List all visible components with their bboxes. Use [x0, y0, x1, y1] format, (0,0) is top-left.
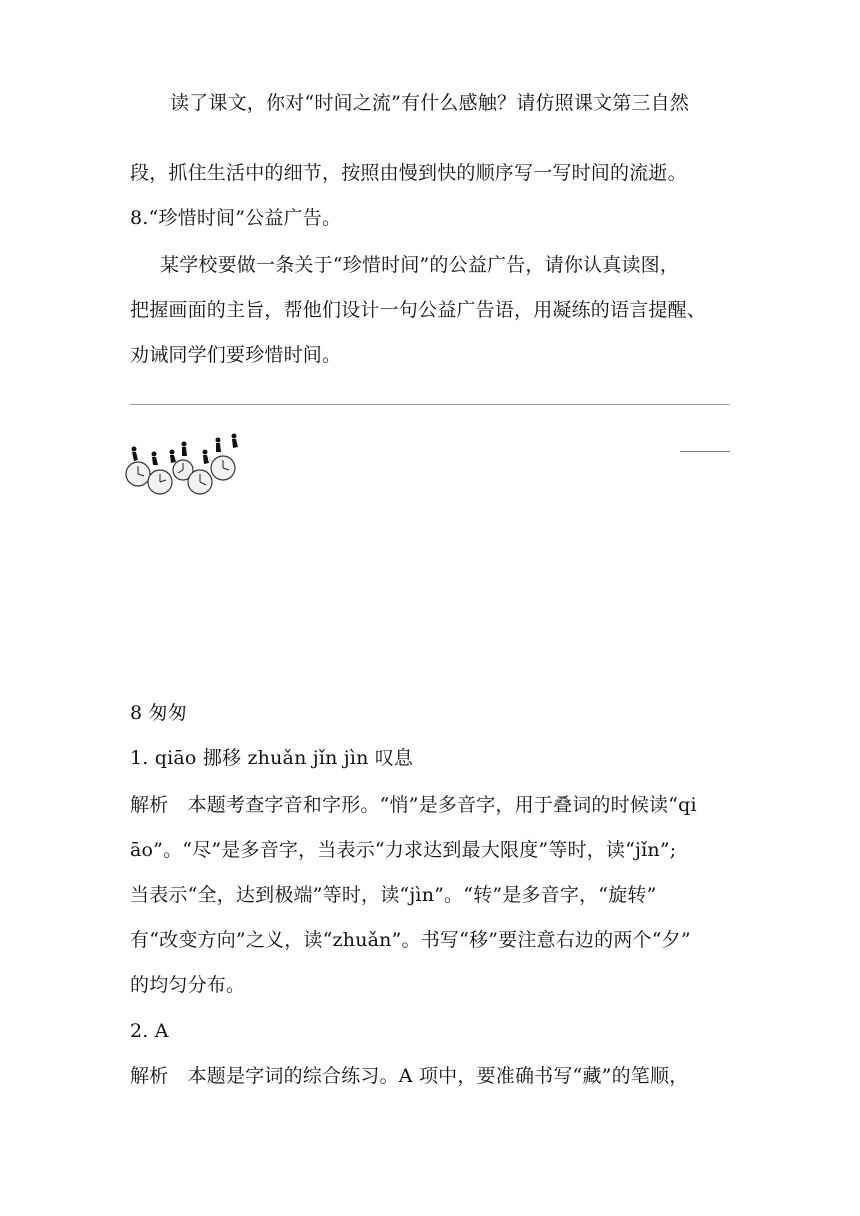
answer-1-explanation-4: 有“改变方向”之义，读“zhuǎn”。书写“移”要注意右边的两个“夕” [130, 929, 691, 951]
question-8-line-2: 把握画面的主旨，帮他们设计一句公益广告语，用凝练的语言提醒、 [130, 299, 707, 321]
question-8-title: 8.“珍惜时间”公益广告。 [130, 207, 342, 229]
answer-1-explanation-3: 当表示“全，达到极端”等时，读“jìn”。“转”是多音字，“旋转” [130, 884, 657, 906]
answer-line [130, 404, 730, 405]
running-clocks-illustration [120, 430, 245, 500]
answer-2: 2. A [130, 1020, 169, 1042]
answer-1-explanation-2: āo”。“尽”是多音字，当表示“力求达到最大限度”等时，读“jǐn”; [130, 839, 677, 861]
answer-1-explanation-1: 解析 本题考查字音和字形。“悄”是多音字，用于叠词的时候读“qi [130, 794, 697, 816]
answer-2-explanation-1: 解析 本题是字词的综合练习。A 项中，要准确书写“藏”的笔顺， [130, 1065, 689, 1087]
prompt-line-2: 段，抓住生活中的细节，按照由慢到快的顺序写一写时间的流逝。 [130, 162, 687, 184]
answer-1-explanation-5: 的均匀分布。 [130, 974, 246, 996]
answer-1: 1. qiāo 挪移 zhuǎn jǐn jìn 叹息 [130, 747, 414, 769]
question-8-line-1: 某学校要做一条关于“珍惜时间”的公益广告，请你认真读图， [160, 254, 680, 276]
answer-section-title: 8 匆匆 [130, 702, 187, 724]
prompt-line-1: 读了课文，你对“时间之流”有什么感触？请仿照课文第三自然 [170, 92, 690, 114]
question-8-line-3: 劝诫同学们要珍惜时间。 [130, 344, 342, 366]
short-answer-line [680, 451, 730, 452]
